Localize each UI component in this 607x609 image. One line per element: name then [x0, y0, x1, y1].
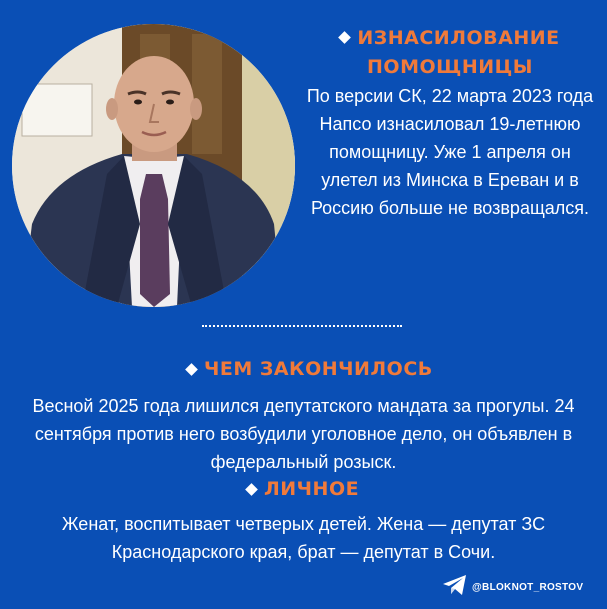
section-title-line: ПОМОЩНИЦЫ [367, 56, 533, 78]
section-title-assault [300, 24, 600, 82]
telegram-icon [442, 574, 468, 601]
brand-link[interactable] [442, 574, 583, 601]
diamond-bullet-icon [185, 363, 198, 376]
diamond-bullet-icon [338, 31, 351, 44]
section-title-label: ЛИЧНОЕ [264, 478, 360, 500]
section-title-line: ИЗНАСИЛОВАНИЕ [357, 27, 560, 49]
section-text-outcome: Весной 2025 года лишился депутатского мандата за прогулы. 24 сентября против него возбудили уголовное дело, он объявлен в федеральный розыск. [32, 396, 575, 472]
diamond-bullet-icon [245, 483, 258, 496]
section-title-personal [247, 478, 359, 500]
section-text-personal: Женат, воспитывает четверых детей. Жена — депутат ЗС Краснодарского края, брат — депутат в Сочи. [61, 514, 546, 562]
section-title-label: ЧЕМ ЗАКОНЧИЛОСЬ [204, 358, 433, 380]
section-title-outcome [187, 358, 433, 380]
brand-handle: @BLOKNOT_ROSTOV [472, 582, 584, 593]
section-text-assault: По версии СК, 22 марта 2023 года Напсо изнасиловал 19-летнюю помощницу. Уже 1 апреля он улетел из Минска в Ереван и в Россию больше не возвращался. [306, 86, 594, 218]
portrait-photo [12, 24, 295, 307]
dotted-divider [202, 325, 402, 327]
